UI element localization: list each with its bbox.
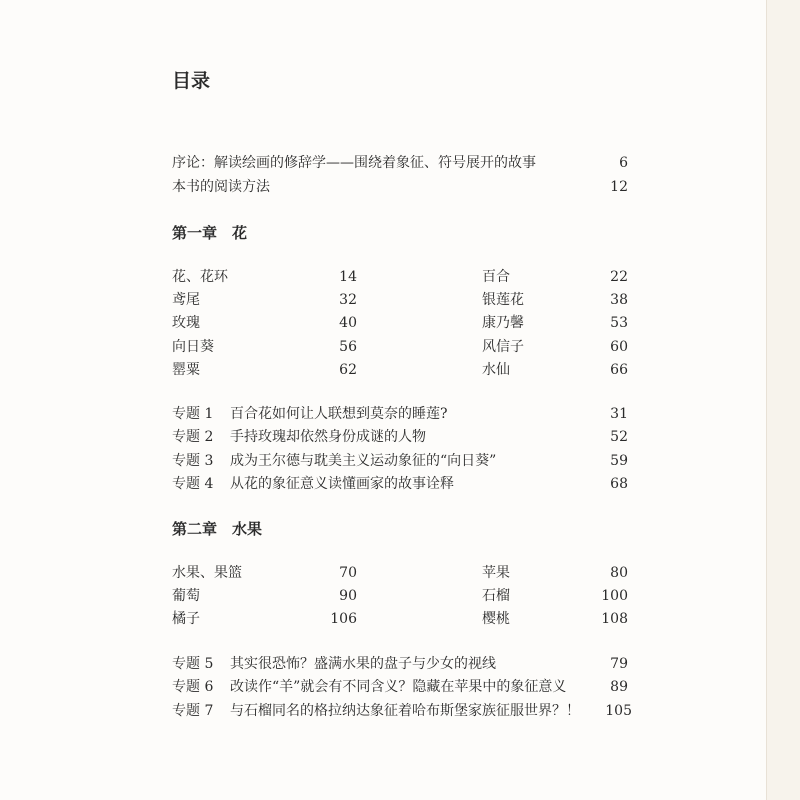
- toc-entry-page: 56: [339, 338, 357, 355]
- toc-entry-page: 80: [610, 565, 628, 581]
- chapter-heading: [172, 222, 247, 243]
- topic-label: 其实很恐怖？盛满水果的盘子与少女的视线: [230, 656, 496, 672]
- toc-entry-page: 6: [619, 155, 628, 171]
- toc-entry-label[interactable]: 花、花环: [172, 269, 228, 285]
- toc-entry-label[interactable]: 银莲花: [482, 292, 524, 309]
- chapter-number: 第二章: [172, 520, 218, 538]
- topic-tag: 专题 4: [172, 475, 214, 492]
- toc-entry-label[interactable]: 玫瑰: [172, 315, 200, 332]
- toc-entry-label[interactable]: 石榴: [482, 588, 510, 605]
- toc-entry-page: 108: [601, 611, 628, 628]
- toc-topic[interactable]: [172, 702, 580, 720]
- toc-entry-page: 68: [610, 475, 628, 492]
- topic-label: 从花的象征意义读懂画家的故事诠释: [230, 475, 454, 492]
- topic-tag: 专题 7: [172, 702, 214, 719]
- topic-tag: 专题 5: [172, 656, 214, 672]
- toc-entry-label[interactable]: 苹果: [482, 565, 510, 581]
- toc-entry-page: 105: [605, 702, 632, 719]
- toc-entry-page: 53: [610, 315, 628, 332]
- toc-entry-page: 22: [610, 269, 628, 285]
- topic-tag: 专题 1: [172, 406, 214, 422]
- toc-entry-label[interactable]: 风信子: [482, 338, 524, 355]
- toc-entry-page: 14: [339, 269, 357, 285]
- toc-entry-page: 38: [610, 292, 628, 309]
- toc-entry-label[interactable]: 水仙: [482, 361, 510, 378]
- toc-topic[interactable]: [172, 678, 566, 696]
- toc-entry-label[interactable]: 序论：解读绘画的修辞学——围绕着象征、符号展开的故事: [172, 155, 536, 171]
- toc-entry-page: 12: [610, 179, 628, 195]
- page-edge: [766, 0, 800, 800]
- toc-topic[interactable]: [172, 655, 496, 673]
- chapter-heading: [172, 518, 262, 539]
- toc-entry-page: 59: [610, 452, 628, 469]
- topic-tag: 专题 3: [172, 452, 214, 469]
- topic-label: 改读作“羊”就会有不同含义？隐藏在苹果中的象征意义: [230, 679, 567, 696]
- toc-entry-page: 70: [339, 565, 357, 581]
- chapter-number: 第一章: [172, 224, 218, 242]
- toc-entry-page: 100: [601, 588, 628, 605]
- toc-entry-label[interactable]: 鸢尾: [172, 292, 200, 309]
- toc-entry-page: 31: [610, 406, 628, 422]
- toc-topic[interactable]: [172, 405, 448, 423]
- toc-entry-label[interactable]: 百合: [482, 269, 510, 285]
- toc-entry-page: 40: [339, 315, 357, 332]
- toc-entry-page: 62: [339, 361, 357, 378]
- chapter-name: 花: [232, 224, 248, 242]
- toc-entry-label[interactable]: 葡萄: [172, 588, 200, 605]
- toc-entry-page: 66: [610, 361, 628, 378]
- topic-label: 成为王尔德与耽美主义运动象征的“向日葵”: [230, 452, 497, 469]
- chapter-name: 水果: [232, 520, 263, 538]
- toc-topic[interactable]: [172, 452, 496, 470]
- topic-label: 与石榴同名的格拉纳达象征着哈布斯堡家族征服世界？！: [230, 702, 580, 719]
- toc-topic[interactable]: [172, 428, 426, 446]
- page-title: 目录: [172, 70, 211, 92]
- toc-entry-label[interactable]: 橘子: [172, 611, 200, 628]
- toc-topic[interactable]: [172, 475, 454, 493]
- toc-entry-label[interactable]: 康乃馨: [482, 315, 524, 332]
- topic-tag: 专题 2: [172, 429, 214, 446]
- toc-entry-page: 106: [330, 611, 357, 628]
- toc-entry-page: 79: [610, 656, 628, 672]
- toc-entry-page: 60: [610, 338, 628, 355]
- toc-entry-label[interactable]: 罂粟: [172, 361, 200, 378]
- toc-entry-page: 89: [610, 679, 628, 696]
- toc-entry-label[interactable]: 本书的阅读方法: [172, 179, 270, 195]
- toc-entry-label[interactable]: 向日葵: [172, 338, 214, 355]
- toc-entry-label[interactable]: 樱桃: [482, 611, 510, 628]
- toc-entry-page: 52: [610, 429, 628, 446]
- topic-label: 手持玫瑰却依然身份成谜的人物: [230, 429, 426, 446]
- topic-tag: 专题 6: [172, 679, 214, 696]
- topic-label: 百合花如何让人联想到莫奈的睡莲?: [230, 406, 448, 422]
- toc-entry-label[interactable]: 水果、果篮: [172, 565, 242, 581]
- toc-entry-page: 90: [339, 588, 357, 605]
- toc-entry-page: 32: [339, 292, 357, 309]
